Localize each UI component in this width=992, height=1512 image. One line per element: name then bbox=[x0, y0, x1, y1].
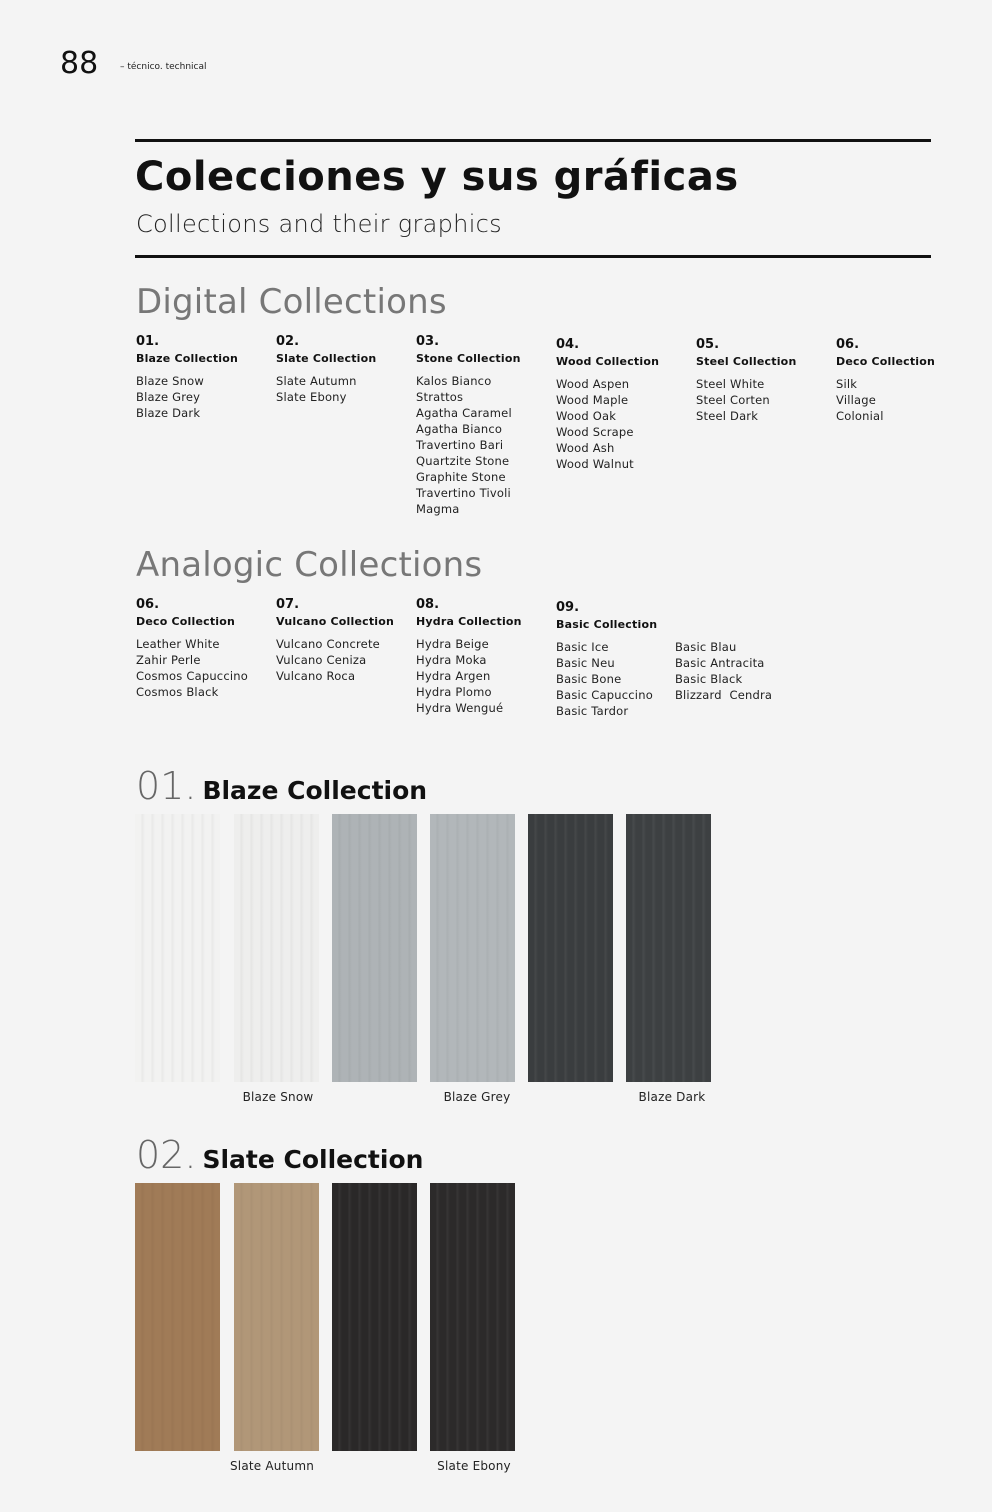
collection-item: Hydra Beige bbox=[416, 637, 489, 651]
collection-column bbox=[836, 337, 976, 424]
collection-item: Slate Autumn bbox=[276, 374, 357, 388]
page-number: 88 bbox=[60, 46, 99, 81]
digital-heading: Digital Collections bbox=[136, 282, 447, 322]
collection-name: Deco Collection bbox=[136, 615, 236, 628]
collection-item: Slate Ebony bbox=[276, 390, 347, 404]
collection-number: 07. bbox=[276, 597, 300, 612]
collection-number: 09. bbox=[556, 600, 580, 615]
collection-item: Wood Scrape bbox=[556, 425, 634, 439]
collection-item: Magma bbox=[416, 502, 460, 516]
collection-item: Zahir Perle bbox=[136, 653, 201, 667]
collection-item: Agatha Bianco bbox=[416, 422, 503, 436]
collection-item: Wood Walnut bbox=[556, 457, 634, 471]
collection-item: Hydra Wengué bbox=[416, 701, 504, 715]
collection-name: Blaze Collection bbox=[136, 352, 239, 365]
swatch-slate-2 bbox=[234, 1183, 319, 1451]
swatch-label: Slate Autumn bbox=[229, 1459, 315, 1473]
section-label: – técnico. technical bbox=[120, 62, 207, 72]
collection-item: Wood Aspen bbox=[556, 377, 630, 391]
slate-section-number: 02. bbox=[136, 1133, 197, 1177]
collection-column bbox=[556, 600, 773, 719]
collection-number: 08. bbox=[416, 597, 440, 612]
collection-item: Village bbox=[836, 393, 877, 407]
swatch-blaze-1 bbox=[135, 814, 220, 1082]
page-title: Colecciones y sus gráficas bbox=[135, 154, 739, 200]
collection-item: Vulcano Roca bbox=[276, 669, 356, 683]
collection-number: 06. bbox=[836, 337, 860, 352]
collection-item: Basic Capuccino bbox=[556, 688, 653, 702]
collection-item: Wood Maple bbox=[556, 393, 629, 407]
collection-number: 03. bbox=[416, 334, 440, 349]
swatch-slate-1 bbox=[135, 1183, 220, 1451]
collection-item: Steel Dark bbox=[696, 409, 759, 423]
collection-number: 02. bbox=[276, 334, 300, 349]
collection-item: Colonial bbox=[836, 409, 884, 423]
collection-name: Vulcano Collection bbox=[276, 615, 395, 628]
collection-item: Vulcano Concrete bbox=[276, 637, 380, 651]
swatch-blaze-5 bbox=[528, 814, 613, 1082]
collection-number: 01. bbox=[136, 334, 160, 349]
collection-item: Silk bbox=[836, 377, 858, 391]
bottom-rule bbox=[135, 255, 931, 258]
swatch-blaze-6 bbox=[626, 814, 711, 1082]
collection-item: Hydra Plomo bbox=[416, 685, 492, 699]
swatch-label: Blaze Snow bbox=[242, 1090, 314, 1104]
collection-item: Basic Blau bbox=[674, 640, 737, 654]
swatch-label: Blaze Dark bbox=[638, 1090, 706, 1104]
collection-name: Basic Collection bbox=[556, 618, 658, 631]
slate-section-heading bbox=[136, 1133, 423, 1177]
collection-item: Vulcano Ceniza bbox=[276, 653, 367, 667]
collection-item: Wood Ash bbox=[556, 441, 615, 455]
blaze-section-number: 01. bbox=[136, 764, 197, 808]
collection-item: Basic Tardor bbox=[556, 704, 629, 718]
collection-column bbox=[136, 334, 276, 421]
collection-number: 04. bbox=[556, 337, 580, 352]
collection-item: Agatha Caramel bbox=[416, 406, 512, 420]
collection-item: Blaze Snow bbox=[136, 374, 204, 388]
collection-column bbox=[556, 337, 696, 472]
swatch-label: Blaze Grey bbox=[443, 1090, 511, 1104]
collection-item: Basic Ice bbox=[556, 640, 609, 654]
collection-item: Leather White bbox=[136, 637, 220, 651]
collection-item: Quartzite Stone bbox=[416, 454, 510, 468]
swatch-slate-3 bbox=[332, 1183, 417, 1451]
blaze-section-heading bbox=[136, 764, 427, 808]
collection-number: 06. bbox=[136, 597, 160, 612]
page-subtitle: Collections and their graphics bbox=[136, 210, 502, 238]
collection-item: Blaze Dark bbox=[136, 406, 201, 420]
collection-item: Cosmos Black bbox=[136, 685, 219, 699]
collection-item: Basic Neu bbox=[556, 656, 615, 670]
collection-item: Travertino Bari bbox=[416, 438, 504, 452]
collection-item: Hydra Argen bbox=[416, 669, 491, 683]
collection-item: Basic Black bbox=[674, 672, 743, 686]
swatch-label: Slate Ebony bbox=[437, 1459, 511, 1473]
collection-column bbox=[416, 597, 556, 716]
collection-column bbox=[276, 597, 416, 684]
collection-name: Steel Collection bbox=[696, 355, 797, 368]
collection-item: Steel Corten bbox=[696, 393, 770, 407]
collection-item: Blizzard Cendra bbox=[674, 688, 773, 702]
collection-item: Strattos bbox=[416, 390, 464, 404]
collection-column bbox=[136, 597, 276, 700]
collection-number: 05. bbox=[696, 337, 720, 352]
analogic-heading: Analogic Collections bbox=[136, 545, 483, 585]
collection-name: Deco Collection bbox=[836, 355, 936, 368]
collection-item: Basic Antracita bbox=[674, 656, 765, 670]
swatch-blaze-2 bbox=[234, 814, 319, 1082]
collection-item: Blaze Grey bbox=[136, 390, 201, 404]
slate-section-name: Slate Collection bbox=[202, 1145, 424, 1174]
swatch-slate-4 bbox=[430, 1183, 515, 1451]
swatch-blaze-4 bbox=[430, 814, 515, 1082]
collection-name: Wood Collection bbox=[556, 355, 660, 368]
collection-item: Hydra Moka bbox=[416, 653, 487, 667]
collection-column bbox=[276, 334, 416, 405]
collection-item: Kalos Bianco bbox=[416, 374, 492, 388]
blaze-section-name: Blaze Collection bbox=[202, 776, 428, 805]
collection-item: Travertino Tivoli bbox=[416, 486, 511, 500]
collection-column bbox=[696, 337, 836, 424]
top-rule bbox=[135, 139, 931, 142]
collection-name: Slate Collection bbox=[276, 352, 377, 365]
collection-item: Basic Bone bbox=[556, 672, 622, 686]
collection-item: Graphite Stone bbox=[416, 470, 506, 484]
collection-item: Steel White bbox=[696, 377, 765, 391]
collection-name: Hydra Collection bbox=[416, 615, 522, 628]
swatch-blaze-3 bbox=[332, 814, 417, 1082]
collection-name: Stone Collection bbox=[416, 352, 521, 365]
collection-column bbox=[416, 334, 556, 517]
collection-item: Cosmos Capuccino bbox=[136, 669, 248, 683]
collection-item: Wood Oak bbox=[556, 409, 617, 423]
